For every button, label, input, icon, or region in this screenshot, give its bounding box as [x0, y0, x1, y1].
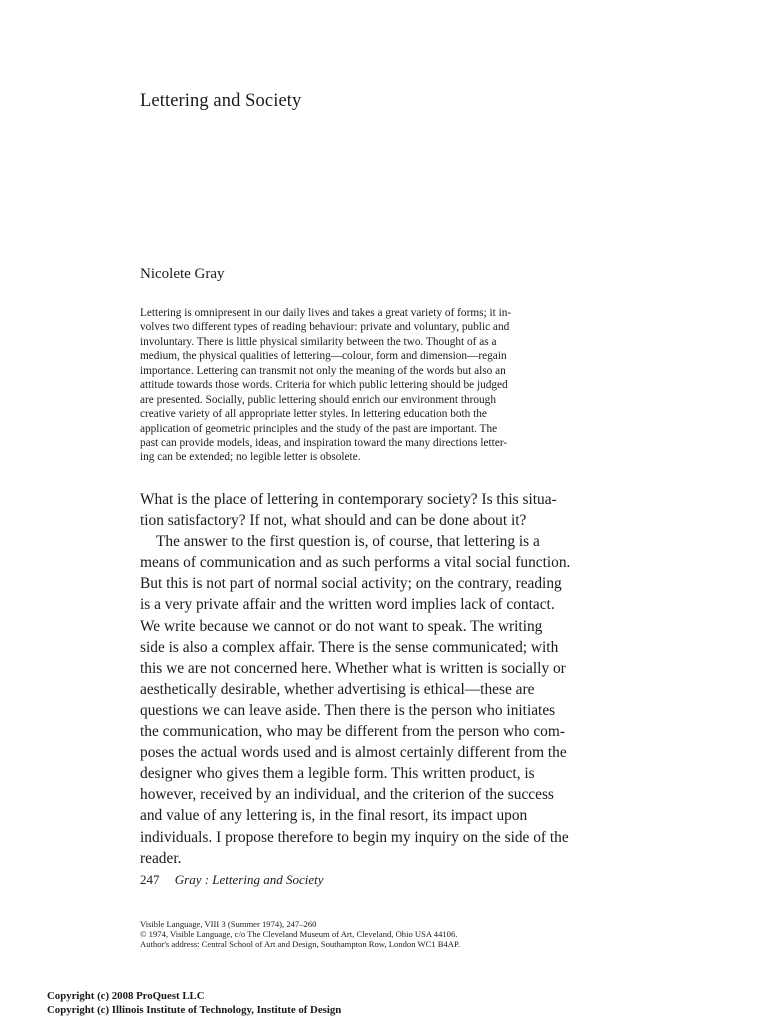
abstract-line: medium, the physical qualities of lettering—colour, form and dimension—regain	[140, 350, 507, 363]
abstract-line: creative variety of all appropriate letter styles. In lettering education both the	[140, 408, 487, 421]
body-line: tion satisfactory? If not, what should and can be done about it?	[140, 512, 527, 530]
body-line: reader.	[140, 849, 182, 867]
body-line: and value of any lettering is, in the final resort, its impact upon	[140, 807, 528, 825]
abstract-line: involuntary. There is little physical similarity between the two. Thought of as a	[140, 335, 497, 348]
abstract	[140, 306, 640, 465]
abstract-line: importance. Lettering can transmit not only the meaning of the words but also an	[140, 364, 506, 377]
body-line: We write because we cannot or do not want to speak. The writing	[140, 617, 543, 635]
abstract-line: ing can be extended; no legible letter is obsolete.	[140, 451, 361, 464]
abstract-line: application of geometric principles and the study of the past are important. The	[140, 422, 498, 435]
body-line: What is the place of lettering in contemporary society? Is this situa-	[140, 491, 557, 508]
abstract-line: volves two different types of reading behaviour: private and voluntary, public and	[140, 321, 510, 334]
running-footer	[140, 872, 324, 888]
copyright-notice	[47, 989, 647, 1017]
body-line: side is also a complex affair. There is the sense communicated; with	[140, 638, 559, 656]
body-line: means of communication and as such performs a vital social function.	[140, 554, 571, 572]
running-title: Gray : Lettering and Society	[174, 872, 324, 887]
body-line: however, received by an individual, and the criterion of the success	[140, 786, 554, 804]
body-line: poses the actual words used and is almost certainly different from the	[140, 744, 567, 762]
abstract-line: attitude towards those words. Criteria for which public lettering should be judged	[140, 379, 508, 392]
body-line: But this is not part of normal social activity; on the contrary, reading	[140, 575, 562, 593]
body-text	[140, 489, 645, 869]
publication-info-line: Visible Language, VIII 3 (Summer 1974), 247–260	[140, 919, 317, 929]
copyright-line: Copyright (c) Illinois Institute of Technology, Institute of Design	[47, 1004, 342, 1016]
body-line: the communication, who may be different from the person who com-	[140, 723, 565, 741]
body-line: this we are not concerned here. Whether what is written is socially or	[140, 659, 566, 677]
abstract-line: Lettering is omnipresent in our daily lives and takes a great variety of forms; it in-	[140, 307, 512, 319]
publication-info	[140, 919, 640, 949]
body-line: individuals. I propose therefore to begin my inquiry on the side of the	[140, 828, 569, 846]
publication-info-line: © 1974, Visible Language, c/o The Cleveland Museum of Art, Cleveland, Ohio USA 44106.	[140, 929, 458, 939]
body-line: The answer to the first question is, of course, that lettering is a	[156, 533, 540, 551]
publication-info-line: Author's address: Central School of Art and Design, Southampton Row, London WC1 B4AP.	[140, 939, 460, 949]
body-line: questions we can leave aside. Then there is the person who initiates	[140, 701, 556, 719]
copyright-line: Copyright (c) 2008 ProQuest LLC	[47, 990, 205, 1002]
body-line: aesthetically desirable, whether advertising is ethical—these are	[140, 680, 535, 698]
abstract-line: are presented. Socially, public lettering should enrich our environment through	[140, 393, 496, 406]
article-title: Lettering and Society	[140, 91, 302, 111]
body-line: is a very private affair and the written word implies lack of contact.	[140, 596, 555, 614]
page-number: 247	[140, 872, 160, 887]
article-author: Nicolete Gray	[140, 266, 225, 282]
abstract-line: past can provide models, ideas, and inspiration toward the many directions letter-	[140, 436, 508, 449]
body-line: designer who gives them a legible form. This written product, is	[140, 765, 535, 783]
